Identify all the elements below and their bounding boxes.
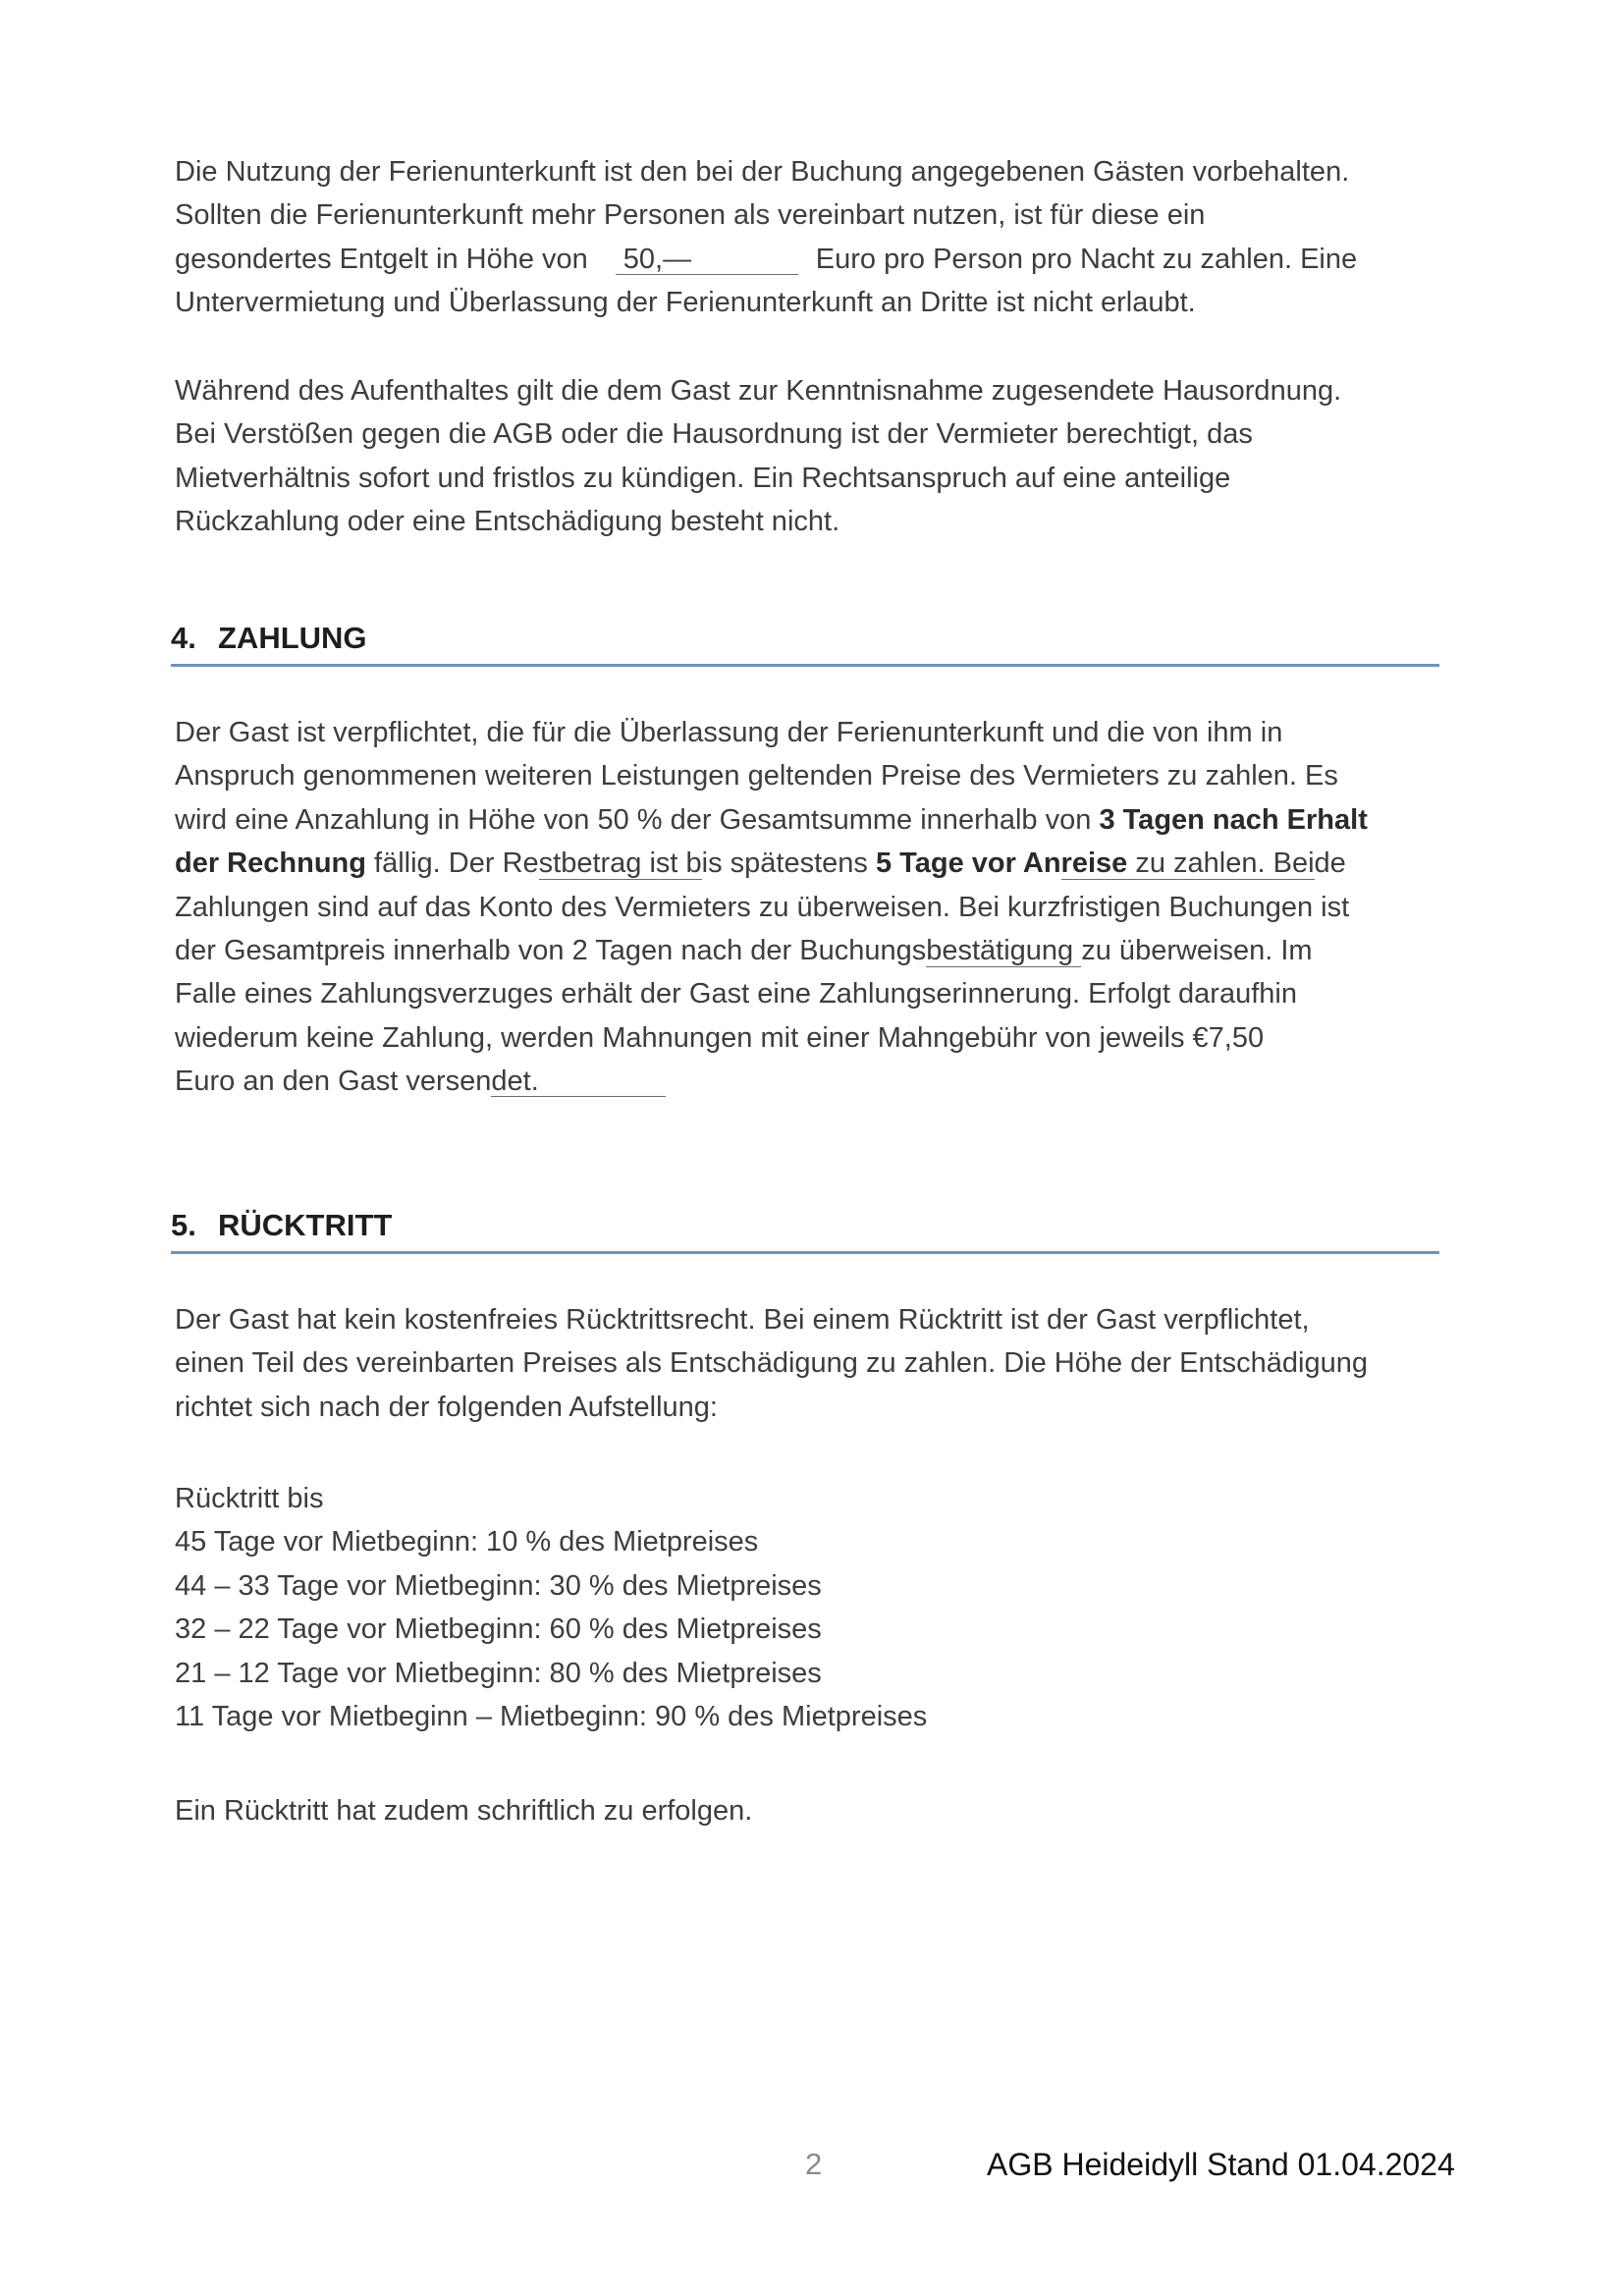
text-line: Rückzahlung oder eine Entschädigung besteht nicht. (175, 506, 840, 538)
bold-segment: 5 Tage vor An (876, 847, 1061, 880)
text-line: Mietverhältnis sofort und fristlos zu kündigen. Ein Rechtsanspruch auf eine anteilige (175, 462, 1231, 494)
bold-segment: der Rechnung (175, 847, 366, 880)
text-line: Ein Rücktritt hat zudem schriftlich zu erfolgen. (175, 1795, 753, 1827)
text-line: Bei Verstößen gegen die AGB oder die Hausordnung ist der Vermieter berechtigt, das (175, 418, 1253, 451)
underlined-segment: bestätigung (926, 935, 1082, 967)
text-line (175, 798, 1451, 842)
closing-sentence (175, 1789, 1451, 1832)
text-segment: wird eine Anzahlung in Höhe von 50 % der Gesamtsumme innerhalb von (175, 803, 1100, 836)
list-item: 32 – 22 Tage vor Mietbeginn: 60 % des Mietpreises (175, 1613, 822, 1646)
text-line: Der Gast ist verpflichtet, die für die Überlassung der Ferienunterkunft und die von ihm in (175, 717, 1283, 748)
section-title: RÜCKTRITT (218, 1208, 393, 1242)
document-label: AGB Heideidyll Stand 01.04.2024 (987, 2147, 1455, 2182)
bold-underlined-segment: reise (1060, 847, 1128, 880)
house-rules-paragraph (175, 369, 1451, 544)
text-segment: is spätestens (701, 847, 876, 880)
text-line: Sollten die Ferienunterkunft mehr Personen als vereinbart nutzen, ist für diese ein (175, 199, 1206, 232)
bold-segment: 3 Tagen nach Erhalt (1099, 803, 1368, 836)
text-line: Untervermietung und Überlassung der Ferienunterkunft an Dritte ist nicht erlaubt. (175, 287, 1196, 319)
text-line (175, 842, 1451, 885)
section-heading-zahlung (171, 621, 1439, 667)
section-number: 4. (171, 621, 196, 655)
list-item: 44 – 33 Tage vor Mietbeginn: 30 % des Mietpreises (175, 1569, 822, 1602)
text-line: Zahlungen sind auf das Konto des Vermieters zu überweisen. Bei kurzfristigen Buchungen ist (175, 891, 1350, 923)
text-line: Anspruch genommenen weiteren Leistungen geltenden Preise des Vermieters zu zahlen. Es (175, 760, 1338, 793)
extra-guest-fee-field: 50,— (616, 245, 798, 275)
text-line (175, 929, 1451, 972)
text-line: Der Gast hat kein kostenfreies Rücktrittsrecht. Bei einem Rücktritt ist der Gast verpflichtet, (175, 1304, 1310, 1336)
text-line: Die Nutzung der Ferienunterkunft ist den bei der Buchung angegebenen Gästen vorbehalten. (175, 156, 1350, 188)
underlined-segment: zu zahle (1127, 847, 1242, 880)
text-segment: der Gesamtpreis innerhalb von 2 Tagen nach der Buchungs (175, 935, 927, 967)
payment-paragraph (175, 711, 1451, 1104)
underlined-segment: stbetrag ist b (538, 847, 702, 880)
list-item: 45 Tage vor Mietbeginn: 10 % des Mietpreises (175, 1526, 759, 1558)
section-title: ZAHLUNG (218, 621, 367, 655)
cancellation-paragraph (175, 1298, 1451, 1429)
text-line: richtet sich nach der folgenden Aufstellung: (175, 1391, 718, 1423)
underlined-segment: n. Bei (1241, 847, 1315, 880)
text-line (175, 238, 1451, 281)
text-line (175, 1060, 1451, 1103)
text-segment: Euro an den Gast versen (175, 1066, 492, 1098)
list-item: 21 – 12 Tage vor Mietbeginn: 80 % des Mietpreises (175, 1657, 822, 1689)
cancellation-fee-list (175, 1477, 1451, 1738)
section-heading-ruecktritt (171, 1208, 1439, 1254)
text-segment: fällig. Der Re (365, 847, 539, 880)
list-item: 11 Tage vor Mietbeginn – Mietbeginn: 90 % des Mietpreises (175, 1701, 928, 1733)
underlined-blank: det. (491, 1066, 666, 1097)
text-line: einen Teil des vereinbarten Preises als Entschädigung zu zahlen. Die Höhe der Entschädigung (175, 1347, 1369, 1380)
text-line: Während des Aufenthaltes gilt die dem Gast zur Kenntnisnahme zugesendete Hausordnung. (175, 375, 1342, 407)
list-title: Rücktritt bis (175, 1483, 324, 1514)
text-line: Falle eines Zahlungsverzuges erhält der Gast eine Zahlungserinnerung. Erfolgt daraufhin (175, 978, 1297, 1011)
page-number: 2 (805, 2147, 823, 2181)
usage-paragraph (175, 150, 1451, 325)
text-segment: gesondertes Entgelt in Höhe von (175, 243, 588, 275)
text-line: wiederum keine Zahlung, werden Mahnungen mit einer Mahngebühr von jeweils €7,50 (175, 1021, 1265, 1054)
text-segment: de (1314, 847, 1346, 880)
section-number: 5. (171, 1208, 196, 1242)
text-segment: Euro pro Person pro Nacht zu zahlen. Eine (815, 243, 1358, 275)
text-segment: zu überweisen. Im (1081, 935, 1313, 967)
